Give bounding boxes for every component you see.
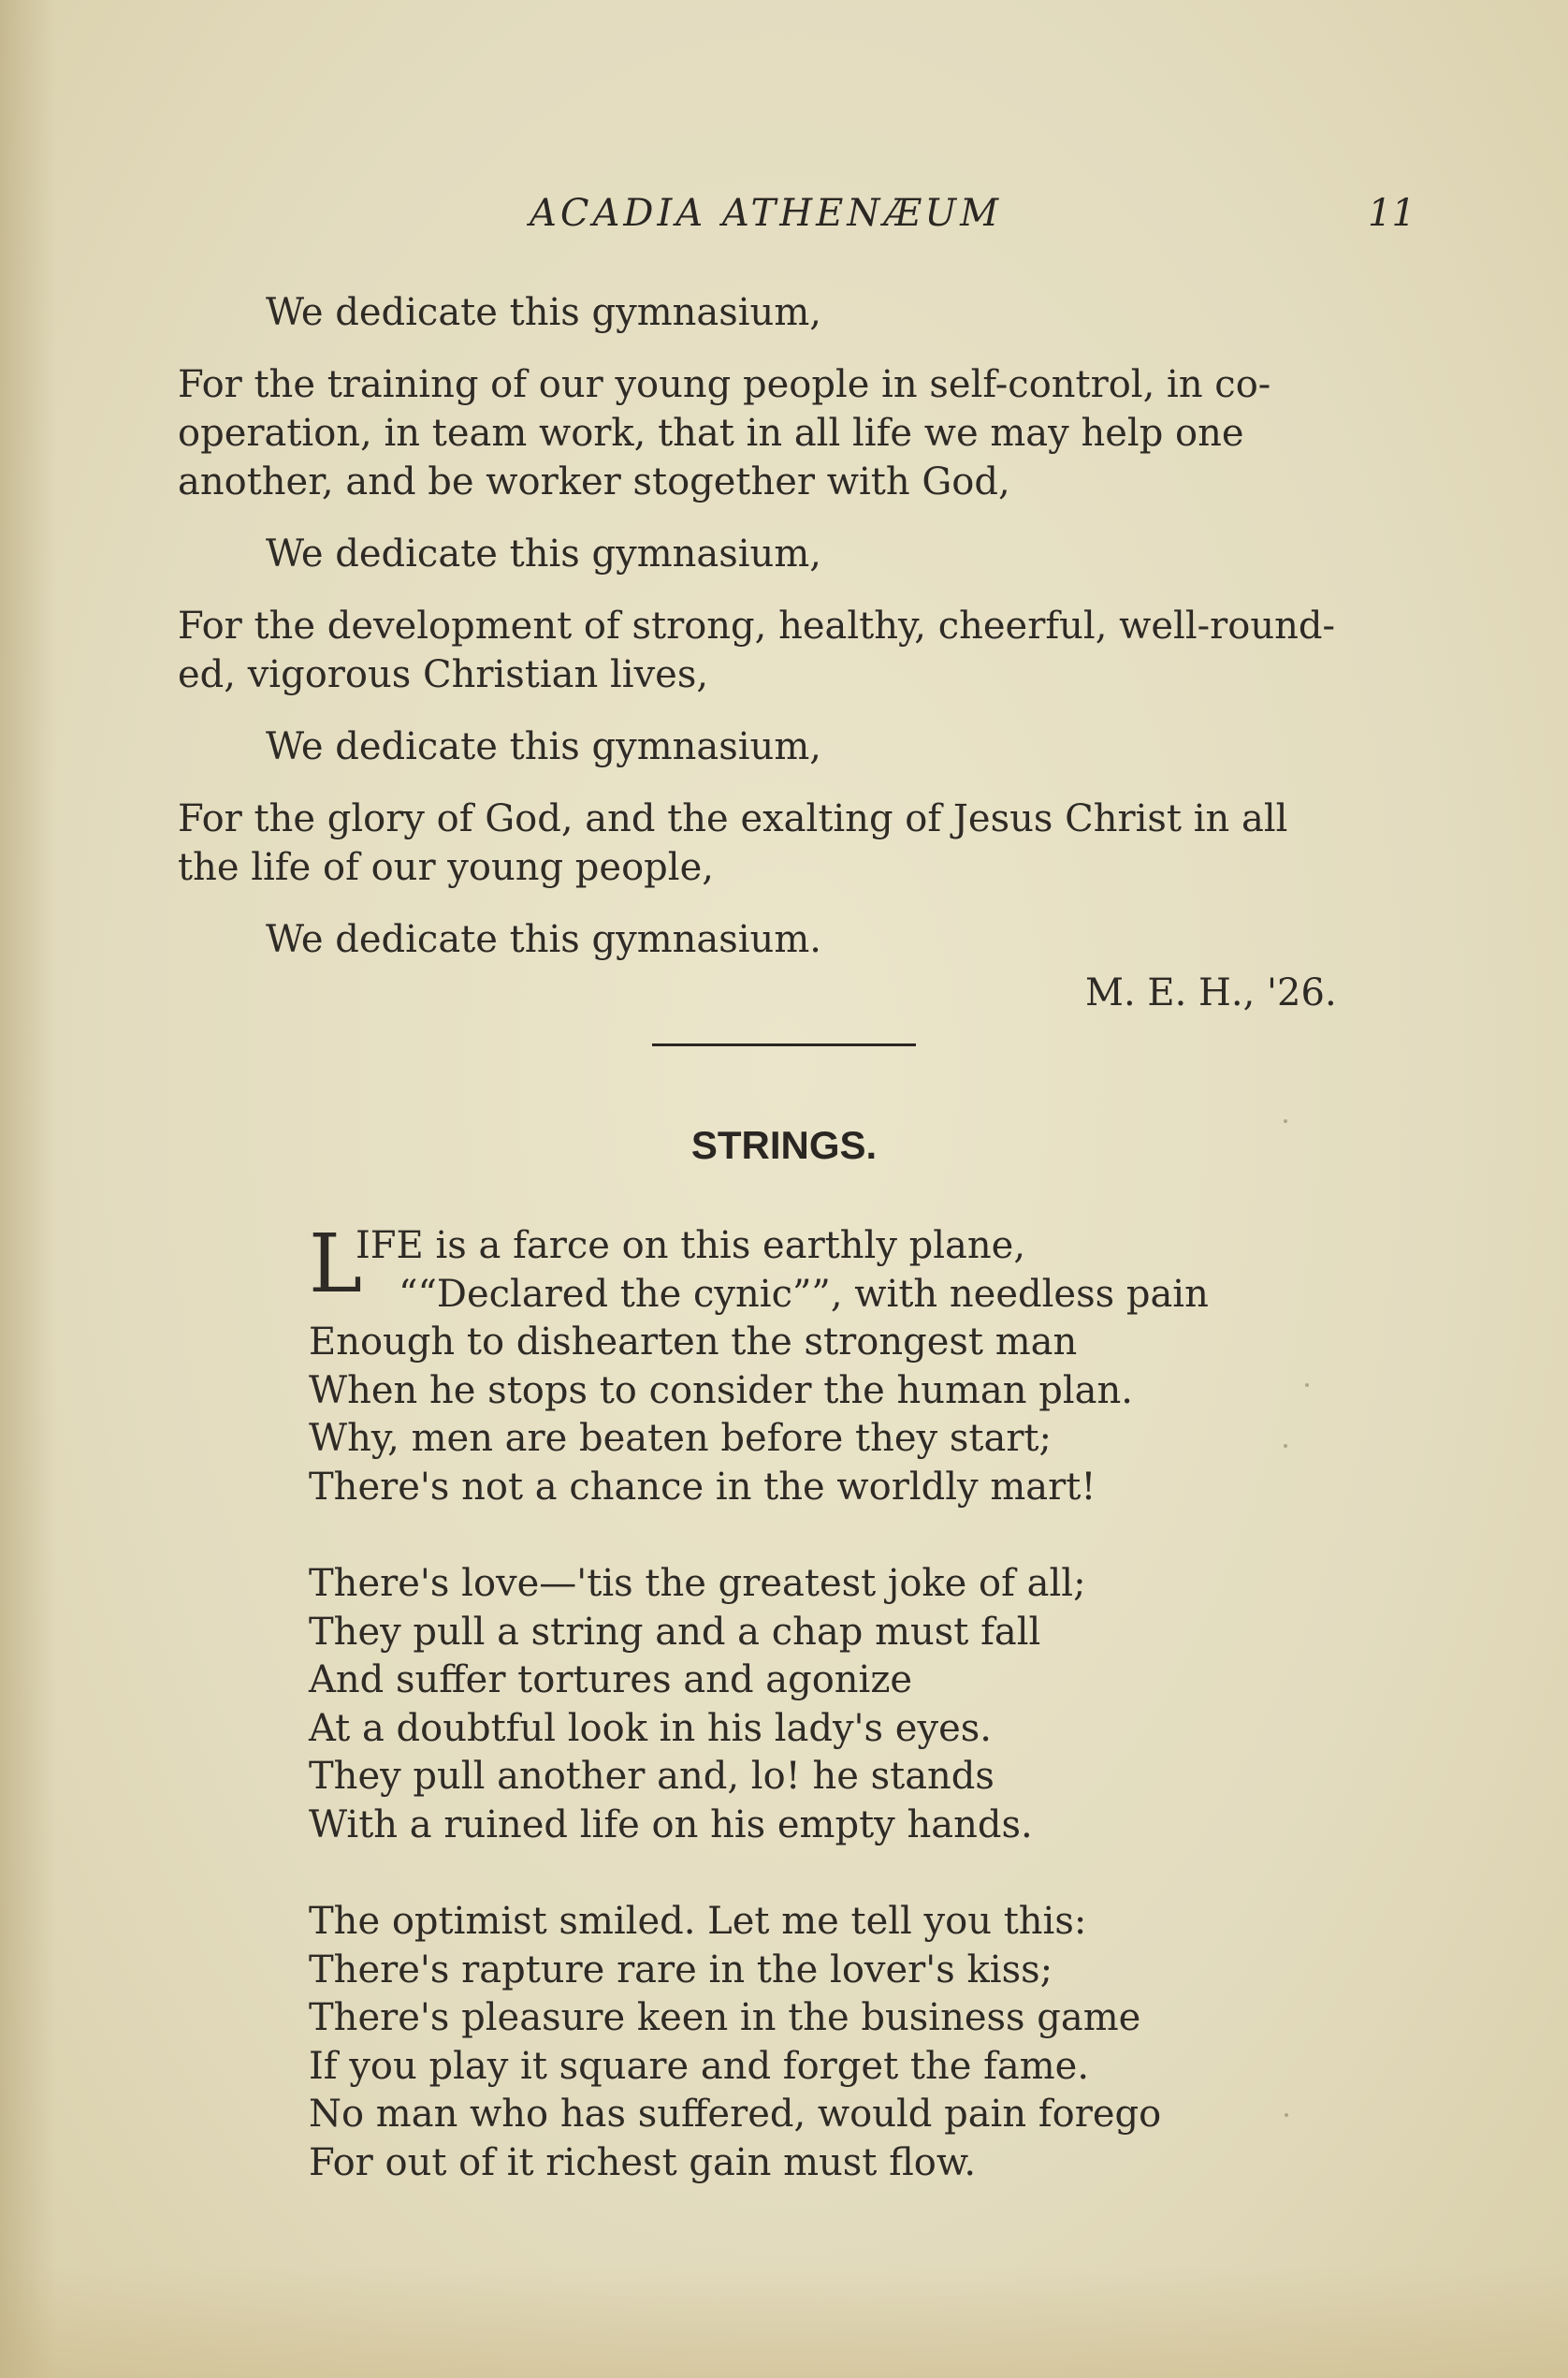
poem-line: There's pleasure keen in the business game bbox=[309, 1996, 1141, 2039]
poem-body bbox=[309, 1218, 1338, 2236]
dedication-line: We dedicate this gymnasium, bbox=[266, 725, 821, 768]
dedication-refrain bbox=[178, 530, 1413, 578]
dedication-line: another, and be worker stogether with God, bbox=[178, 460, 1010, 503]
dedication-refrain bbox=[178, 288, 1413, 337]
poem-line: When he stops to consider the human plan. bbox=[309, 1368, 1133, 1412]
paper-speck bbox=[1284, 1444, 1287, 1448]
poem-line: No man who has suffered, would pain forego bbox=[309, 2093, 1162, 2136]
paper-speck bbox=[1284, 1119, 1287, 1123]
poem-line: And suffer tortures and agonize bbox=[309, 1658, 913, 1701]
journal-title: ACADIA ATHENÆUM bbox=[530, 192, 1003, 235]
poem-line: For out of it richest gain must flow. bbox=[309, 2140, 977, 2184]
dedication-line: For the glory of God, and the exalting of Jesus Christ in all bbox=[178, 797, 1288, 840]
section-divider bbox=[652, 1043, 916, 1046]
poem-line-text: IFE is a farce on this earthly plane, bbox=[356, 1224, 1026, 1267]
poem-title: STRINGS. bbox=[690, 1123, 878, 1167]
poem-stanza bbox=[309, 1218, 1338, 1511]
poem-line: The optimist smiled. Let me tell you this: bbox=[309, 1900, 1087, 1943]
poem-line: There's not a chance in the worldly mart! bbox=[309, 1465, 1096, 1509]
poem-line: ““Declared the cynic””, with needless pain bbox=[399, 1272, 1209, 1316]
author-signature: M. E. H., '26. bbox=[1085, 971, 1337, 1014]
poem-line: They pull another and, lo! he stands bbox=[309, 1755, 995, 1798]
poem-line: There's love—'tis the greatest joke of all; bbox=[309, 1562, 1086, 1605]
poem-line: Why, men are beaten before they start; bbox=[309, 1417, 1052, 1460]
dedication-line: ed, vigorous Christian lives, bbox=[178, 653, 709, 696]
poem-stanza bbox=[309, 1898, 1338, 2187]
poem-stanza bbox=[309, 1560, 1338, 1849]
poem-line: There's rapture rare in the lover's kiss; bbox=[309, 1948, 1053, 1991]
dedication-refrain bbox=[178, 722, 1413, 771]
dedication-verse bbox=[178, 602, 1413, 699]
drop-cap: L bbox=[309, 1218, 363, 1311]
dedication-line: For the training of our young people in self-control, in co- bbox=[178, 363, 1271, 406]
dedication-line: We dedicate this gymnasium. bbox=[266, 918, 821, 961]
page-number: 11 bbox=[1368, 192, 1416, 235]
dedication-line: For the development of strong, healthy, cheerful, well-round- bbox=[178, 605, 1335, 648]
dedication-line: We dedicate this gymnasium, bbox=[266, 532, 821, 576]
poem-line: At a doubtful look in his lady's eyes. bbox=[309, 1706, 992, 1750]
paper-speck bbox=[1305, 1383, 1309, 1387]
dedication-line: operation, in team work, that in all life we may help one bbox=[178, 412, 1244, 455]
dedication-line: We dedicate this gymnasium, bbox=[266, 291, 821, 334]
poem-line: If you play it square and forget the fame. bbox=[309, 2044, 1090, 2088]
poem-line: They pull a string and a chap must fall bbox=[309, 1610, 1041, 1654]
dedication-litany bbox=[178, 288, 1413, 987]
paper-speck bbox=[1285, 2113, 1288, 2117]
dedication-verse bbox=[178, 795, 1413, 892]
dedication-refrain bbox=[178, 915, 1413, 964]
poem-line: Enough to dishearten the strongest man bbox=[309, 1320, 1078, 1364]
dedication-verse bbox=[178, 360, 1413, 506]
poem-line: With a ruined life on his empty hands. bbox=[309, 1802, 1033, 1846]
dedication-line: the life of our young people, bbox=[178, 846, 714, 889]
